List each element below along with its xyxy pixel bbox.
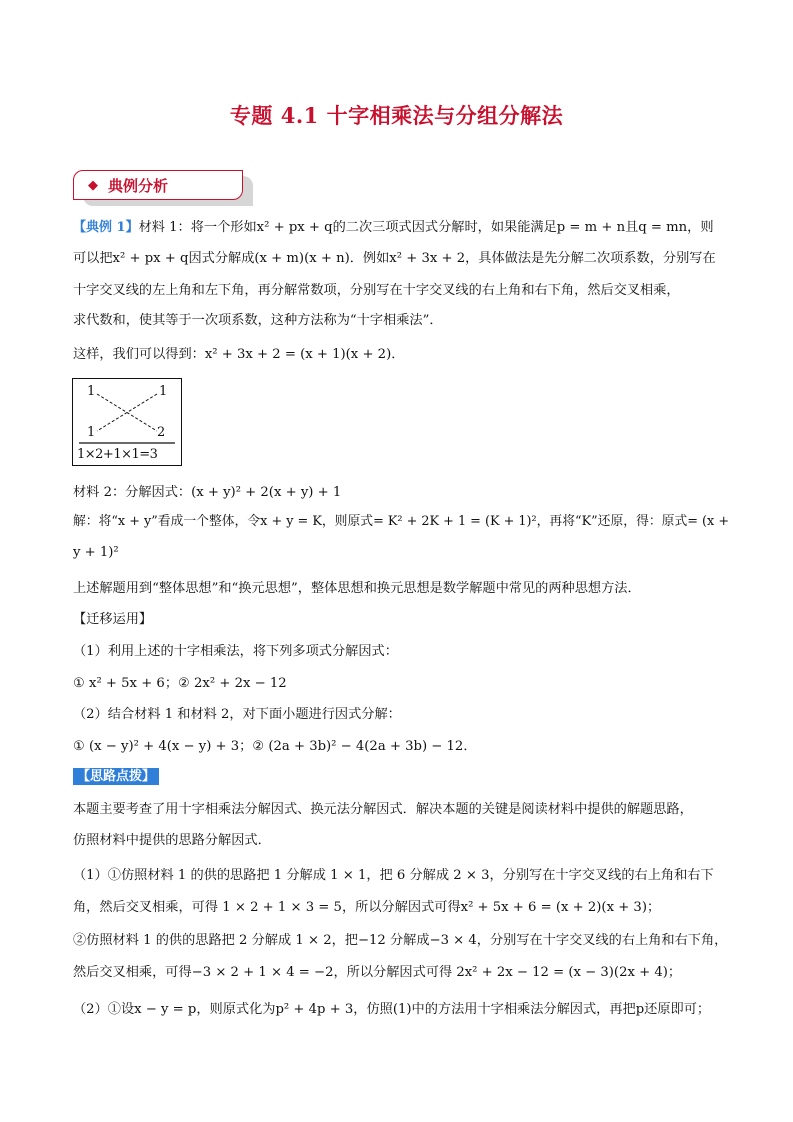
transfer-q1-items: ① x² + 5x + 6；② 2x² + 2x − 12 [73,676,287,691]
hint-line-2: 仿照材料中提供的思路分解因式． [73,833,271,848]
transfer-header: 【迁移运用】 [73,612,153,627]
section-header-box [73,170,243,200]
hint-tag-line [73,768,728,785]
example-text-1: 材料 1：将一个形如x² + px + q的二次三项式因式分解时，如果能满足p = m + n且q = mn，则 [138,220,714,235]
material2-line-2: 解：将“x + y”看成一个整体，令x + y = K，则原式= K² + 2K + 1 = (K + 1)²，再将“K”还原，得：原式= (x + [73,514,730,529]
example-line-2: 可以把x² + px + q因式分解成(x + m)(x + n)．例如x² + 3x + 2，具体做法是先分解二次项系数，分别写在 [73,251,716,266]
diagram-top-left: 1 [87,384,96,399]
material2-line-1: 材料 2：分解因式：(x + y)² + 2(x + y) + 1 [73,485,342,500]
hint-line-1: 本题主要考查了用十字相乘法分解因式、换元法分解因式．解决本题的关键是阅读材料中提供的解题思路， [73,802,693,817]
hint-tag: 【思路点拨】 [73,768,159,785]
material2-line-3: y + 1)² [73,545,119,560]
section-header [73,170,249,204]
example-line-5: 这样，我们可以得到：x² + 3x + 2 = (x + 1)(x + 2)． [73,347,405,362]
page-title: 专题 4.1 十字相乘法与分组分解法 [229,103,564,128]
diagram-sum: 1×2+1×1=3 [77,447,158,462]
material2-line-4: 上述解题用到“整体思想”和“换元思想”，整体思想和换元思想是数学解题中常见的两种思想方法． [73,581,641,596]
cross-multiplication-diagram [72,378,182,466]
transfer-q2-items: ① (x − y)² + 4(x − y) + 3；② (2a + 3b)² − 4(2a + 3b) − 12． [73,739,477,754]
example-line-1 [73,221,728,234]
section-label: 典例分析 [108,176,169,195]
transfer-q1: （1）利用上述的十字相乘法，将下列多项式分解因式： [73,644,398,659]
hint-line-6: 然后交叉相乘，可得−3 × 2 + 1 × 4 = −2，所以分解因式可得 2x² + 2x − 12 = (x − 3)(2x + 4)； [73,965,682,980]
transfer-q2: （2）结合材料 1 和材料 2，对下面小题进行因式分解： [73,707,401,722]
hint-line-7: （2）①设x − y = p，则原式化为p² + 4p + 3，仿照(1)中的方法用十字相乘法分解因式，再把p还原即可； [73,1002,711,1017]
example-tag: 【典例 1】 [73,220,139,235]
diamond-icon: ◆ [88,177,98,193]
example-line-4: 求代数和，使其等于一次项系数，这种方法称为“十字相乘法”． [73,313,443,328]
diagram-bottom-right: 2 [157,425,166,440]
diagram-top-right: 1 [159,384,168,399]
hint-line-5: ②仿照材料 1 的供的思路把 2 分解成 1 × 2，把−12 分解成−3 × 4，分别写在十字交叉线的右上角和右下角， [73,933,728,948]
diagram-bottom-left: 1 [87,425,96,440]
example-line-3: 十字交叉线的左上角和左下角，再分解常数项，分别写在十字交叉线的右上角和右下角，然后交叉相乘， [73,283,680,298]
hint-line-3: （1）①仿照材料 1 的供的思路把 1 分解成 1 × 1，把 6 分解成 2 × 3，分别写在十字交叉线的右上角和右下 [73,868,714,883]
hint-line-4: 角，然后交叉相乘，可得 1 × 2 + 1 × 3 = 5，所以分解因式可得x² + 5x + 6 = (x + 2)(x + 3)； [73,900,661,915]
